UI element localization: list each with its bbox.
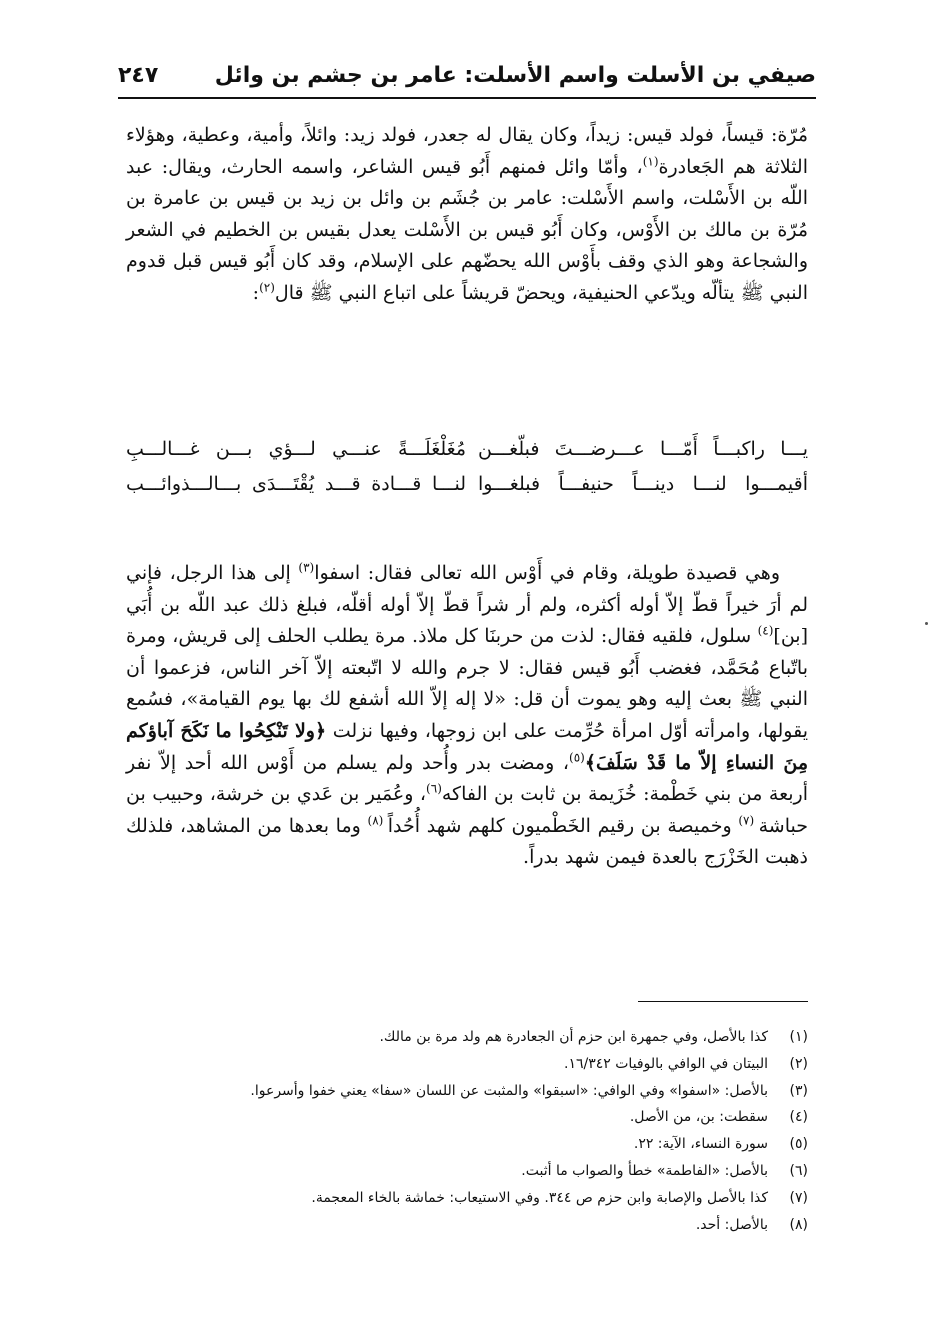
footnote-marker: (٣) [298,560,315,575]
footnote-marker: (٥) [569,750,585,765]
poem [126,438,808,508]
footnote [126,1078,808,1105]
running-title: صيفي بن الأسلت واسم الأسلت: عامر بن جشم بن وائل [214,63,816,88]
footnote-text: البيتان في الوافي بالوفيات ١٦/٣٤٢. [564,1055,768,1072]
footnote-text: كذا بالأصل، وفي جمهرة ابن حزم أن الجعادرة هم ولد مرة بن مالك. [379,1029,768,1045]
hemistich-left: مُغَلْغَلَـــةً عنـــي لـــؤي بـــن غـــالـــبِ [126,438,466,460]
footnote-number: (٧) [789,1189,808,1206]
footnote-marker: (٤) [757,623,774,638]
footnote [126,1185,808,1212]
running-head [118,58,816,98]
footnote-marker: (٦) [426,781,442,796]
footnote-number: (٦) [789,1162,808,1179]
footnote-text: بالأصل: «الفاطمة» خطأ والصواب ما أثبت. [521,1162,768,1179]
hemistich-left: لنـــا قـــادة قـــد يُقْتَـــدَى بـــالـــذوائـــب [126,473,466,495]
footnote-number: (٢) [789,1055,808,1072]
paragraph [126,558,808,874]
footnote [126,1024,808,1051]
footnote-marker: (٨) [367,813,388,828]
footnote [126,1131,808,1158]
quran-verse: ﴿ولا تَنْكِحُوا ما نَكَحَ آباؤكم مِنَ النساءِ إلاّ ما قَدْ سَلَفَ﴾ [126,719,808,774]
footnote-separator [638,1001,808,1002]
footnote-marker: (٢) [259,280,275,295]
header-rule [118,97,816,99]
text-run: وخميصة بن رقيم الخَطْميون كلهم شهد أُحُداً [387,814,739,837]
footnote-number: (٤) [789,1109,808,1126]
hemistich-right: أقيمـــوا لنـــا دينـــاً حنيفـــاً فبلغـــوا [478,473,808,495]
hemistich-right: يـــا راكبـــاً أَمّـــا عـــرضـــتَ فبلّغـــن [478,438,808,460]
text-run: مُرّة: قيساً، فولد قيس: زيداً، وكان يقال له جعدر، فولد زيد: وائلاً، وأمية، وعطية، وهؤلاء الثلاثة هم الجَعادرة [126,124,808,178]
text-run: وهي قصيدة طويلة، وقام في أَوْس الله تعالى فقال: اسفوا [314,562,781,584]
footnote [126,1051,808,1078]
footnote-text: سورة النساء، الآية: ٢٢. [633,1136,768,1153]
footnote [126,1104,808,1131]
footnote-number: (٣) [789,1082,808,1099]
footnote-marker: (٧) [738,813,759,828]
footnote-marker: (١) [642,154,659,169]
body-paragraph-2 [126,558,808,874]
body-paragraph-1 [126,120,808,309]
footnote-text: سقطت: بن، من الأصل. [629,1109,768,1126]
text-run: : [252,281,260,304]
text-run: إلى هذا الرجل، فإني لم أرَ خيراً قطّ إلاّ أوله أكثره، ولم أر شراً قطّ إلاّ أوله أقلّه، فبلغ ذلك عبد اللّه بن أُبَي [بن] [126,562,808,648]
text-run: وما بعدها من المشاهد، فلذلك ذهبت الخَزْرَج بالعدة فيمن شهد بدراً. [126,814,808,869]
text-run: ، وأمّا وائل فمنهم أَبُو قيس الشاعر، واسمه الحارث، ويقال: عبد اللّه بن الأَسْلت، واسم الأَسْلت: عامر بن جُشَم بن وائل بن زيد بن قيس بن عامرة بن مُرّة بن مالك بن الأَوْس، وكان أَبُو قيس بن الأَسْلت يعدل بقيس بن الخطيم في الشعر والشجاعة وهو الذي وقف بأَوْس الله يحضّهم على الإسلام، وقد كان أَبُو قيس قبل قدوم النبي ﷺ يتألّه ويدّعي الحنيفية، ويحضّ قريشاً على اتباع النبي ﷺ قال [126,155,808,304]
footnote-text: كذا بالأصل والإصابة وابن حزم ص ٣٤٤. وفي الاستيعاب: خماشة بالخاء المعجمة. [311,1189,768,1206]
footnote-text: بالأصل: «اسفوا» وفي الوافي: «اسبقوا» والمثبت عن اللسان «سفا» يعني خفوا وأسرعوا. [250,1082,768,1099]
footnote-text: بالأصل: أحد. [695,1216,768,1233]
poem-line-2 [126,473,808,508]
paragraph [126,120,808,309]
text-run: سلول، فلقيه فقال: لذت من حربنَا كل ملاذ. مرة يطلب الحلف إلى قريش، ومرة باتّباع مُحَمَّد، فغضب أَبُو قيس فقال: لا جرم والله لا اتّبعته إلاّ آخر الناس، فزعموا أن النبي ﷺ بعث إليه وهو يموت أن قل: «لا إله إلاّ الله أشفع لك بها يوم القيامة»، فسُمع يقولها، وامرأته أوّل امرأة حُرِّمت على ابن زوجها، وفيها نزلت [126,625,808,742]
footnote-number: (١) [789,1029,808,1045]
footnotes-list [126,1024,808,1238]
text-run: ، وعُمَير بن عَدي بن خرشة، وحبيب بن حباشة [126,783,808,837]
footnote [126,1158,808,1185]
footnote-number: (٨) [789,1216,808,1233]
page-number: ٢٤٧ [118,63,159,88]
text-run: ، ومضت بدر وأُحد ولم يسلم من أَوْس الله أحد إلاّ نفر أربعة من بني خَطْمة: خُزَيمة بن ثابت بن الفاكه [126,751,808,806]
footnote [126,1212,808,1239]
scan-speck [925,622,928,625]
footnote-number: (٥) [789,1136,808,1153]
poem-line-1 [126,438,808,473]
